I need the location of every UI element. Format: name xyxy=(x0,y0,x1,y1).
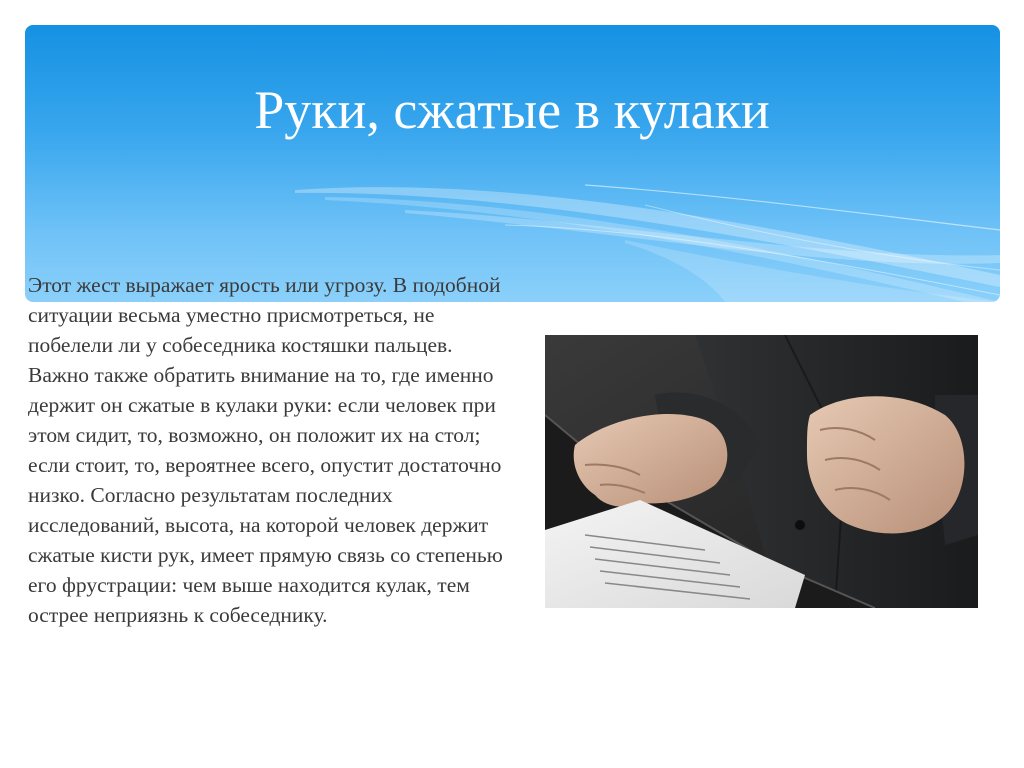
body-paragraph: Этот жест выражает ярость или угрозу. В подобной ситуации весьма уместно присмотреться, не побелели ли у собеседника костяшки пальцев. Важно также обратить внимание на то, где именно держит он сжатые в кулаки руки: если человек при этом сидит, то, возможно, он положит их на стол; если стоит, то, вероятнее всего, опустит достаточно низко. Согласно результатам последних исследований, высота, на которой человек держит сжатые кисти рук, имеет прямую связь со степенью его фрустрации: чем выше находится кулак, тем острее неприязнь к собеседнику. xyxy=(28,273,503,627)
wave-decoration xyxy=(25,25,1000,302)
clenched-fists-photo xyxy=(545,335,978,608)
title-banner xyxy=(25,25,1000,302)
slide-title: Руки, сжатые в кулаки xyxy=(254,80,770,140)
photo-icon xyxy=(545,335,978,608)
